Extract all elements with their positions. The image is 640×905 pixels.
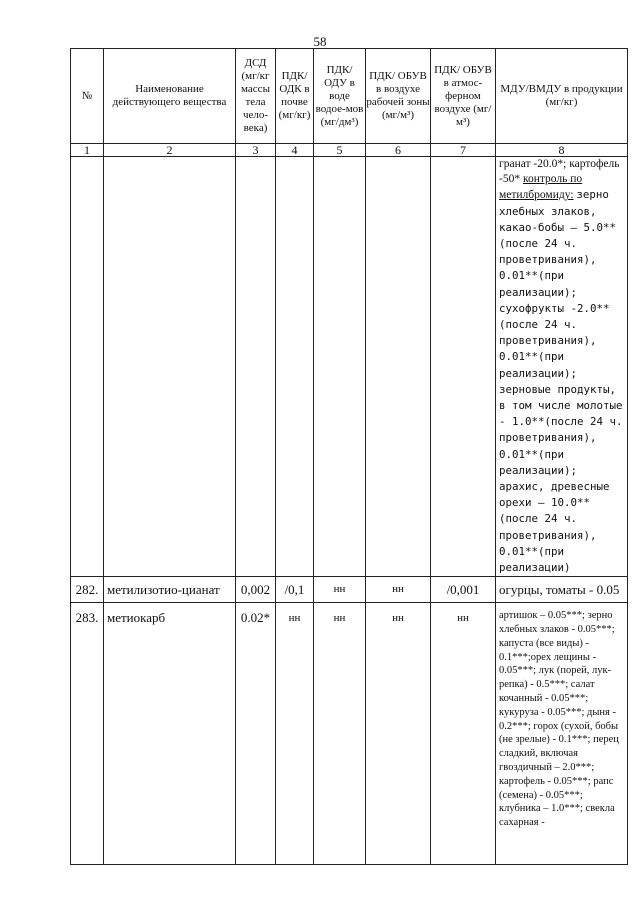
mdu-value — [496, 157, 628, 577]
pdk-soil-value: /0,1 — [276, 577, 314, 603]
row-number — [71, 157, 104, 577]
dsd-value — [236, 157, 276, 577]
pdk-air-value: нн — [431, 603, 496, 865]
table-row — [71, 157, 628, 577]
substance-name: метиокарб — [104, 603, 236, 865]
column-number: 6 — [366, 144, 431, 157]
pdk-water-value — [314, 157, 366, 577]
column-number: 5 — [314, 144, 366, 157]
header-row — [71, 49, 628, 144]
pdk-air-value: /0,001 — [431, 577, 496, 603]
col-header-pdk-air: ПДК/ ОБУВ в атмос-ферном воздухе (мг/м³) — [431, 49, 496, 144]
mdu-value: огурцы, томаты - 0.05 — [496, 577, 628, 603]
dsd-value: 0,002 — [236, 577, 276, 603]
column-number-row — [71, 144, 628, 157]
page-number: 58 — [313, 34, 327, 49]
col-header-num: № — [71, 49, 104, 144]
column-number: 4 — [276, 144, 314, 157]
pdk-soil-value: нн — [276, 603, 314, 865]
table-row — [71, 603, 628, 865]
pdk-work-value: нн — [366, 603, 431, 865]
pdk-work-value — [366, 157, 431, 577]
pdk-air-value — [431, 157, 496, 577]
col-header-pdk-work: ПДК/ ОБУВ в воздухе рабочей зоны (мг/м³) — [366, 49, 431, 144]
column-number: 1 — [71, 144, 104, 157]
pdk-water-value: нн — [314, 603, 366, 865]
pdk-work-value: нн — [366, 577, 431, 603]
col-header-name: Наименование действующего вещества — [104, 49, 236, 144]
column-number: 3 — [236, 144, 276, 157]
column-number: 8 — [496, 144, 628, 157]
row-number: 283. — [71, 603, 104, 865]
col-header-pdk-soil: ПДК/ ОДК в почве (мг/кг) — [276, 49, 314, 144]
hygienic-standards-table — [70, 48, 628, 865]
substance-name: метилизотио-цианат — [104, 577, 236, 603]
table-row — [71, 577, 628, 603]
row-number: 282. — [71, 577, 104, 603]
mdu-rest: зерно хлебных злаков, какао-бобы – 5.0** (после 24 ч. проветривания), 0.01**(при реализации); сухофрукты -2.0** (после 24 ч. проветривания), 0.01**(при реализации); зерновые продукты, в том числе молотые - 1.0**(после 24 ч. проветривания), 0.01**(при реализации); арахис, древесные орехи – 10.0** (после 24 ч. проветривания), 0.01**(при реализации) — [499, 188, 623, 575]
col-header-mdu: МДУ/ВМДУ в продукции (мг/кг) — [496, 49, 628, 144]
column-number: 2 — [104, 144, 236, 157]
mdu-intro: гранат -20.0*; картофель -50* — [499, 158, 620, 186]
mdu-value: артишок – 0.05***; зерно хлебных злаков - 0.05***; капуста (все виды) - 0.1***;орех лещины - 0.05***; лук (порей, лук-репка) - 0.5***; салат кочанный - 0.05***; кукуруза - 0.05***; дыня - 0.2***; горох (сухой, бобы (не зрелые) - 0.1***; перец сладкий, включая гвоздичный – 2.0***; картофель - 0.05***; рапс (семена) - 0.05***; клубника – 1.0***; свекла сахарная - — [496, 603, 628, 865]
pdk-soil-value — [276, 157, 314, 577]
col-header-pdk-water: ПДК/ ОДУ в воде водое-мов (мг/дм³) — [314, 49, 366, 144]
col-header-dsd: ДСД (мг/кг массы тела чело-века) — [236, 49, 276, 144]
mdu-underlined: контроль по метилбромиду: — [499, 173, 583, 202]
column-number: 7 — [431, 144, 496, 157]
pdk-water-value: нн — [314, 577, 366, 603]
dsd-value: 0.02* — [236, 603, 276, 865]
substance-name — [104, 157, 236, 577]
